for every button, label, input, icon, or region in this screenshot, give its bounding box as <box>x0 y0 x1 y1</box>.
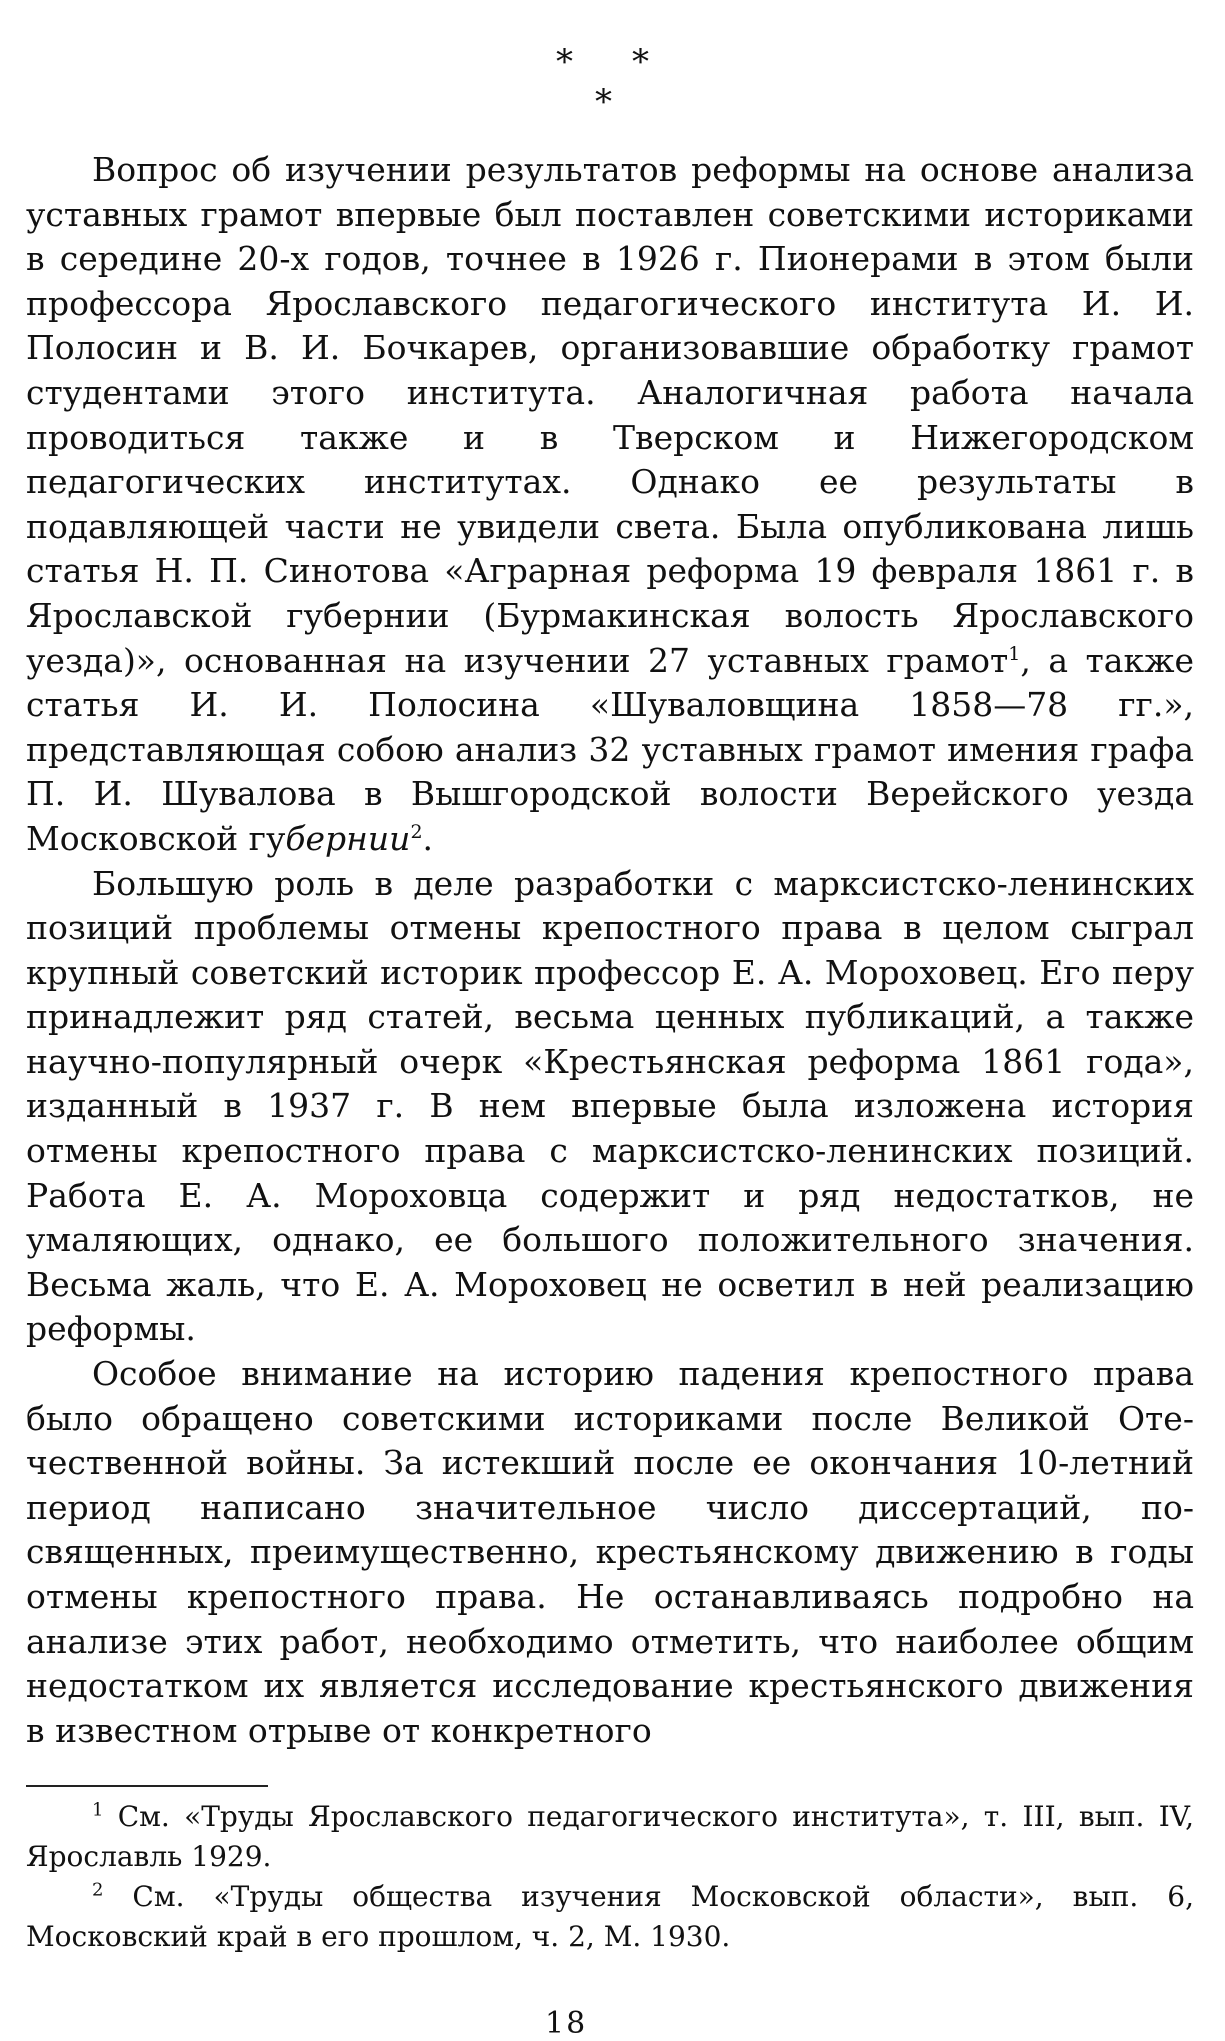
paragraph-1-text-end: . <box>422 818 434 858</box>
footnote-marker: 1 <box>92 1800 104 1822</box>
paragraph-1-italic-word: бернии <box>285 818 411 858</box>
paragraph-1-text-a: Вопрос об изучении результатов реформы на основе анализа уставных грамот впервые был поставлен советскими историками в середине 20-х годов, точнее в 1926 г. Пионерами в этом были профессора Ярославского педагогического института И. И. Полосин и В. И. Бочкарев, организовавшие обработку грамот студентами этого института. Аналогичная работа начала проводиться также и в Тверском и Нижегородском педагогических институтах. Однако ее результаты в подавляющей части не увидели света. Была опубликована лишь статья Н. П. Синотова «Аграрная реформа 19 февраля 1861 г. в Ярославской губернии (Бурмакинская волость Ярославского уезда)», основанная на изучении 27 уставных грамот <box>26 150 1194 680</box>
footnote-2 <box>26 1877 1194 1957</box>
footnote-text: См. «Труды Ярославского педагогического института», т. III, вып. IV, Ярославль 1929. <box>26 1800 1194 1874</box>
footnote-divider <box>26 1785 268 1787</box>
footnote-1 <box>26 1797 1194 1877</box>
paragraph-1 <box>26 148 1194 862</box>
paragraph-3: Особое внимание на историю падения крепостного права было обращено советскими историками после Великой Отечественной войны. За истекший после ее окончания 10-летний период написано значительное число диссертаций, посвященных, преимущественно, крестьянскому движению в годы отмены крепостного права. Не останавливаясь подробно на анализе этих работ, необходимо отметить, что наиболее общим недостатком их является исследование крестьянского движения в известном отрыве от конкретного <box>26 1354 1194 1750</box>
section-asterism <box>26 30 1194 122</box>
footnote-marker: 2 <box>92 1880 104 1902</box>
footnote-ref-2: 2 <box>410 820 423 843</box>
book-page <box>26 30 1194 1957</box>
asterism-star: * <box>556 42 573 82</box>
asterism-star: * <box>595 82 612 122</box>
body-text <box>26 148 1194 1753</box>
paragraph-1-text-b: , а также статья И. И. Полосина «Шуваловщина 1858—78 гг.», представляющая собою анализ 32 уставных грамот имения графа П. И. Шувалова в Вышгородской волости Верейского уезда Московской гу <box>26 640 1194 858</box>
paragraph-2: Большую роль в деле разработки с марксистско-ленинских позиций проблемы отмены крепостного права в целом сыграл крупный советский историк профессор Е. А. Мороховец. Его перу принадлежит ряд статей, весьма ценных публикаций, а также научно-популярный очерк «Крестьянская реформа 1861 года», изданный в 1937 г. В нем впервые была изложена история отмены крепостного права с марксистско-ленинских позиций. Работа Е. А. Мороховца содержит и ряд недостатков, не умаляющих, однако, ее большого положительного значения. Весьма жаль, что Е. А. Мороховец не осветил в ней реализацию реформы. <box>26 863 1194 1349</box>
page-number: 18 <box>545 2006 588 2041</box>
footnotes <box>26 1797 1194 1957</box>
footnote-ref-1: 1 <box>1008 642 1021 665</box>
asterism-star: * <box>632 42 649 82</box>
footnote-text: См. «Труды общества изучения Московской области», вып. 6, Московский край в его прошлом, ч. 2, М. 1930. <box>26 1880 1194 1954</box>
